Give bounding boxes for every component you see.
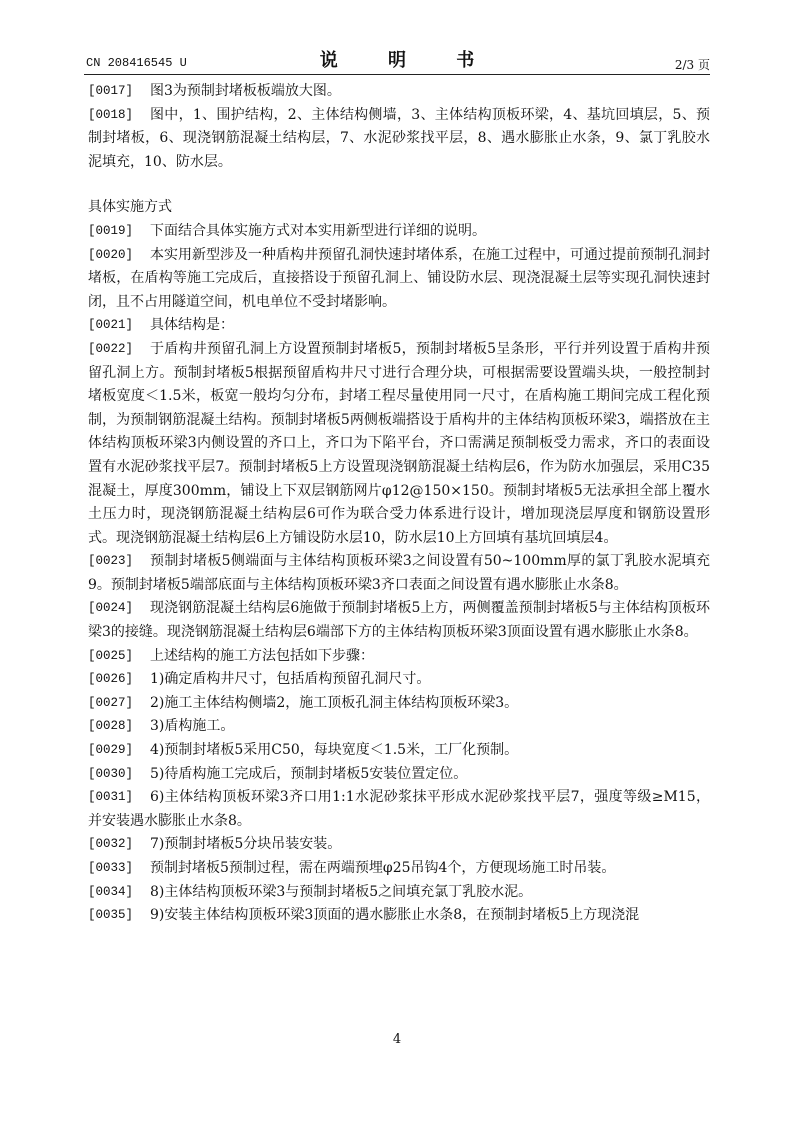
- paragraph-text: 图3为预制封堵板板端放大图。: [150, 83, 341, 99]
- paragraph-number: [0027]: [88, 695, 134, 710]
- paragraph: [88, 904, 710, 928]
- paragraph-number: [0026]: [88, 672, 134, 687]
- paragraph-text: 预制封堵板5侧端面与主体结构顶板环梁3之间设置有50~100mm厚的氯丁乳胶水泥填充9。预制封堵板5端部底面与主体结构顶板环梁3齐口表面之间设置有遇水膨胀止水条8。: [88, 553, 710, 593]
- paragraph: [88, 715, 710, 739]
- paragraph-number: [0034]: [88, 884, 134, 899]
- paragraph: [88, 338, 710, 550]
- paragraph: [88, 80, 710, 104]
- document-title: 说 明 书: [319, 50, 497, 71]
- paragraph-text: 于盾构井预留孔洞上方设置预制封堵板5，预制封堵板5呈条形，平行并列设置于盾构井预留孔洞上方。预制封堵板5根据预留盾构井尺寸进行合理分块，可根据需要设置端头块，一般控制封堵板宽度＜1.5米，板宽一般均匀分布，封堵工程尽量使用同一尺寸，在盾构施工期间完成工程化预制，为预制钢筋混凝土结构。预制封堵板5两侧板端搭设于盾构井的主体结构顶板环梁3，端搭放在主体结构顶板环梁3内侧设置的齐口上，齐口为下陷平台，齐口需满足预制板受力需求，齐口的表面设置有水泥砂浆找平层7。预制封堵板5上方设置现浇钢筋混凝土结构层6，作为防水加强层，采用C35混凝土，厚度300mm，铺设上下双层钢筋网片φ12@150×150。预制封堵板5无法承担全部上覆水土压力时，现浇钢筋混凝土结构层6可作为联合受力体系进行设计，增加现浇层厚度和钢筋设置形式。现浇钢筋混凝土结构层6上方铺设防水层10，防水层10上方回填有基坑回填层4。: [88, 340, 710, 546]
- paragraph: [88, 833, 710, 857]
- paragraph-number: [0028]: [88, 719, 134, 734]
- paragraph: [88, 786, 710, 833]
- paragraph-text: 2)施工主体结构侧墙2，施工顶板孔洞主体结构顶板环梁3。: [150, 694, 519, 711]
- paragraph-number: [0019]: [88, 223, 134, 238]
- paragraph: [88, 244, 710, 315]
- paragraph: [88, 668, 710, 692]
- paragraph-text: 下面结合具体实施方式对本实用新型进行详细的说明。: [150, 222, 486, 239]
- paragraph-number: [0031]: [88, 790, 134, 805]
- paragraph-text: 9)安装主体结构顶板环梁3顶面的遇水膨胀止水条8，在预制封堵板5上方现浇混: [150, 907, 640, 924]
- paragraph: [88, 881, 710, 905]
- paragraph: [88, 314, 710, 338]
- paragraph-number: [0029]: [88, 743, 134, 758]
- paragraph-number: [0035]: [88, 908, 134, 923]
- paragraph-text: 6)主体结构顶板环梁3齐口用1:1水泥砂浆抹平形成水泥砂浆找平层7，强度等级≥M15，并安装遇水膨胀止水条8。: [88, 789, 710, 829]
- paragraph: [88, 104, 710, 175]
- paragraph-text: 本实用新型涉及一种盾构井预留孔洞快速封堵体系，在施工过程中，可通过提前预制孔洞封堵板，在盾构等施工完成后，直接搭设于预留孔洞上、铺设防水层、现浇混凝土层等实现孔洞快速封闭，且不占用隧道空间，机电单位不受封堵影响。: [88, 246, 710, 310]
- paragraph: [88, 692, 710, 716]
- paragraph-text: 上述结构的施工方法包括如下步骤：: [150, 647, 374, 664]
- paragraph-number: [0030]: [88, 766, 134, 781]
- paragraph-number: [0021]: [88, 318, 134, 333]
- paragraph-text: 3)盾构施工。: [150, 718, 235, 735]
- paragraph: [88, 857, 710, 881]
- paragraph-text: 1)确定盾构井尺寸，包括盾构预留孔洞尺寸。: [150, 671, 431, 688]
- section-heading: 具体实施方式: [88, 199, 172, 216]
- paragraph-number: [0017]: [88, 84, 134, 98]
- paragraph: [88, 739, 710, 763]
- page-number: 4: [392, 1032, 402, 1047]
- paragraph-text: 4)预制封堵板5采用C50，每块宽度＜1.5米，工厂化预制。: [150, 742, 519, 759]
- paragraph-number: [0032]: [88, 837, 134, 852]
- document-body: [88, 80, 710, 928]
- paragraph: [88, 763, 710, 787]
- paragraph-number: [0023]: [88, 554, 134, 569]
- paragraph-text: 现浇钢筋混凝土结构层6施做于预制封堵板5上方，两侧覆盖预制封堵板5与主体结构顶板环梁3的接缝。现浇钢筋混凝土结构层6端部下方的主体结构顶板环梁3顶面设置有遇水膨胀止水条8。: [88, 600, 710, 641]
- paragraph-number: [0022]: [88, 341, 134, 356]
- paragraph: [88, 220, 710, 244]
- page-indicator: 2/3 页: [674, 58, 710, 72]
- paragraph-number: [0025]: [88, 648, 134, 663]
- paragraph-text: 具体结构是：: [150, 317, 234, 334]
- paragraph-text: 7)预制封堵板5分块吊装安装。: [150, 836, 342, 853]
- paragraph-text: 5)待盾构施工完成后，预制封堵板5安装位置定位。: [150, 765, 468, 782]
- paragraph-text: 图中，1、围护结构，2、主体结构侧墙，3、主体结构顶板环梁，4、基坑回填层，5、预制封堵板，6、现浇钢筋混凝土结构层，7、水泥砂浆找平层，8、遇水膨胀止水条，9、氯丁乳胶水泥填充，10、防水层。: [88, 106, 710, 170]
- paragraph-text: 8)主体结构顶板环梁3与预制封堵板5之间填充氯丁乳胶水泥。: [150, 883, 533, 900]
- paragraph-number: [0033]: [88, 861, 134, 875]
- paragraph-number: [0024]: [88, 601, 134, 616]
- header-rule: [84, 74, 710, 75]
- paragraph-text: 预制封堵板5预制过程，需在两端预埋φ25吊钩4个，方便现场施工时吊装。: [150, 860, 616, 876]
- paragraph: [88, 597, 710, 644]
- publication-number: CN 208416545 U: [86, 56, 187, 70]
- page-header: [84, 44, 710, 74]
- paragraph-number: [0018]: [88, 107, 134, 122]
- paragraph: [88, 550, 710, 597]
- paragraph: [88, 645, 710, 669]
- paragraph-number: [0020]: [88, 247, 134, 262]
